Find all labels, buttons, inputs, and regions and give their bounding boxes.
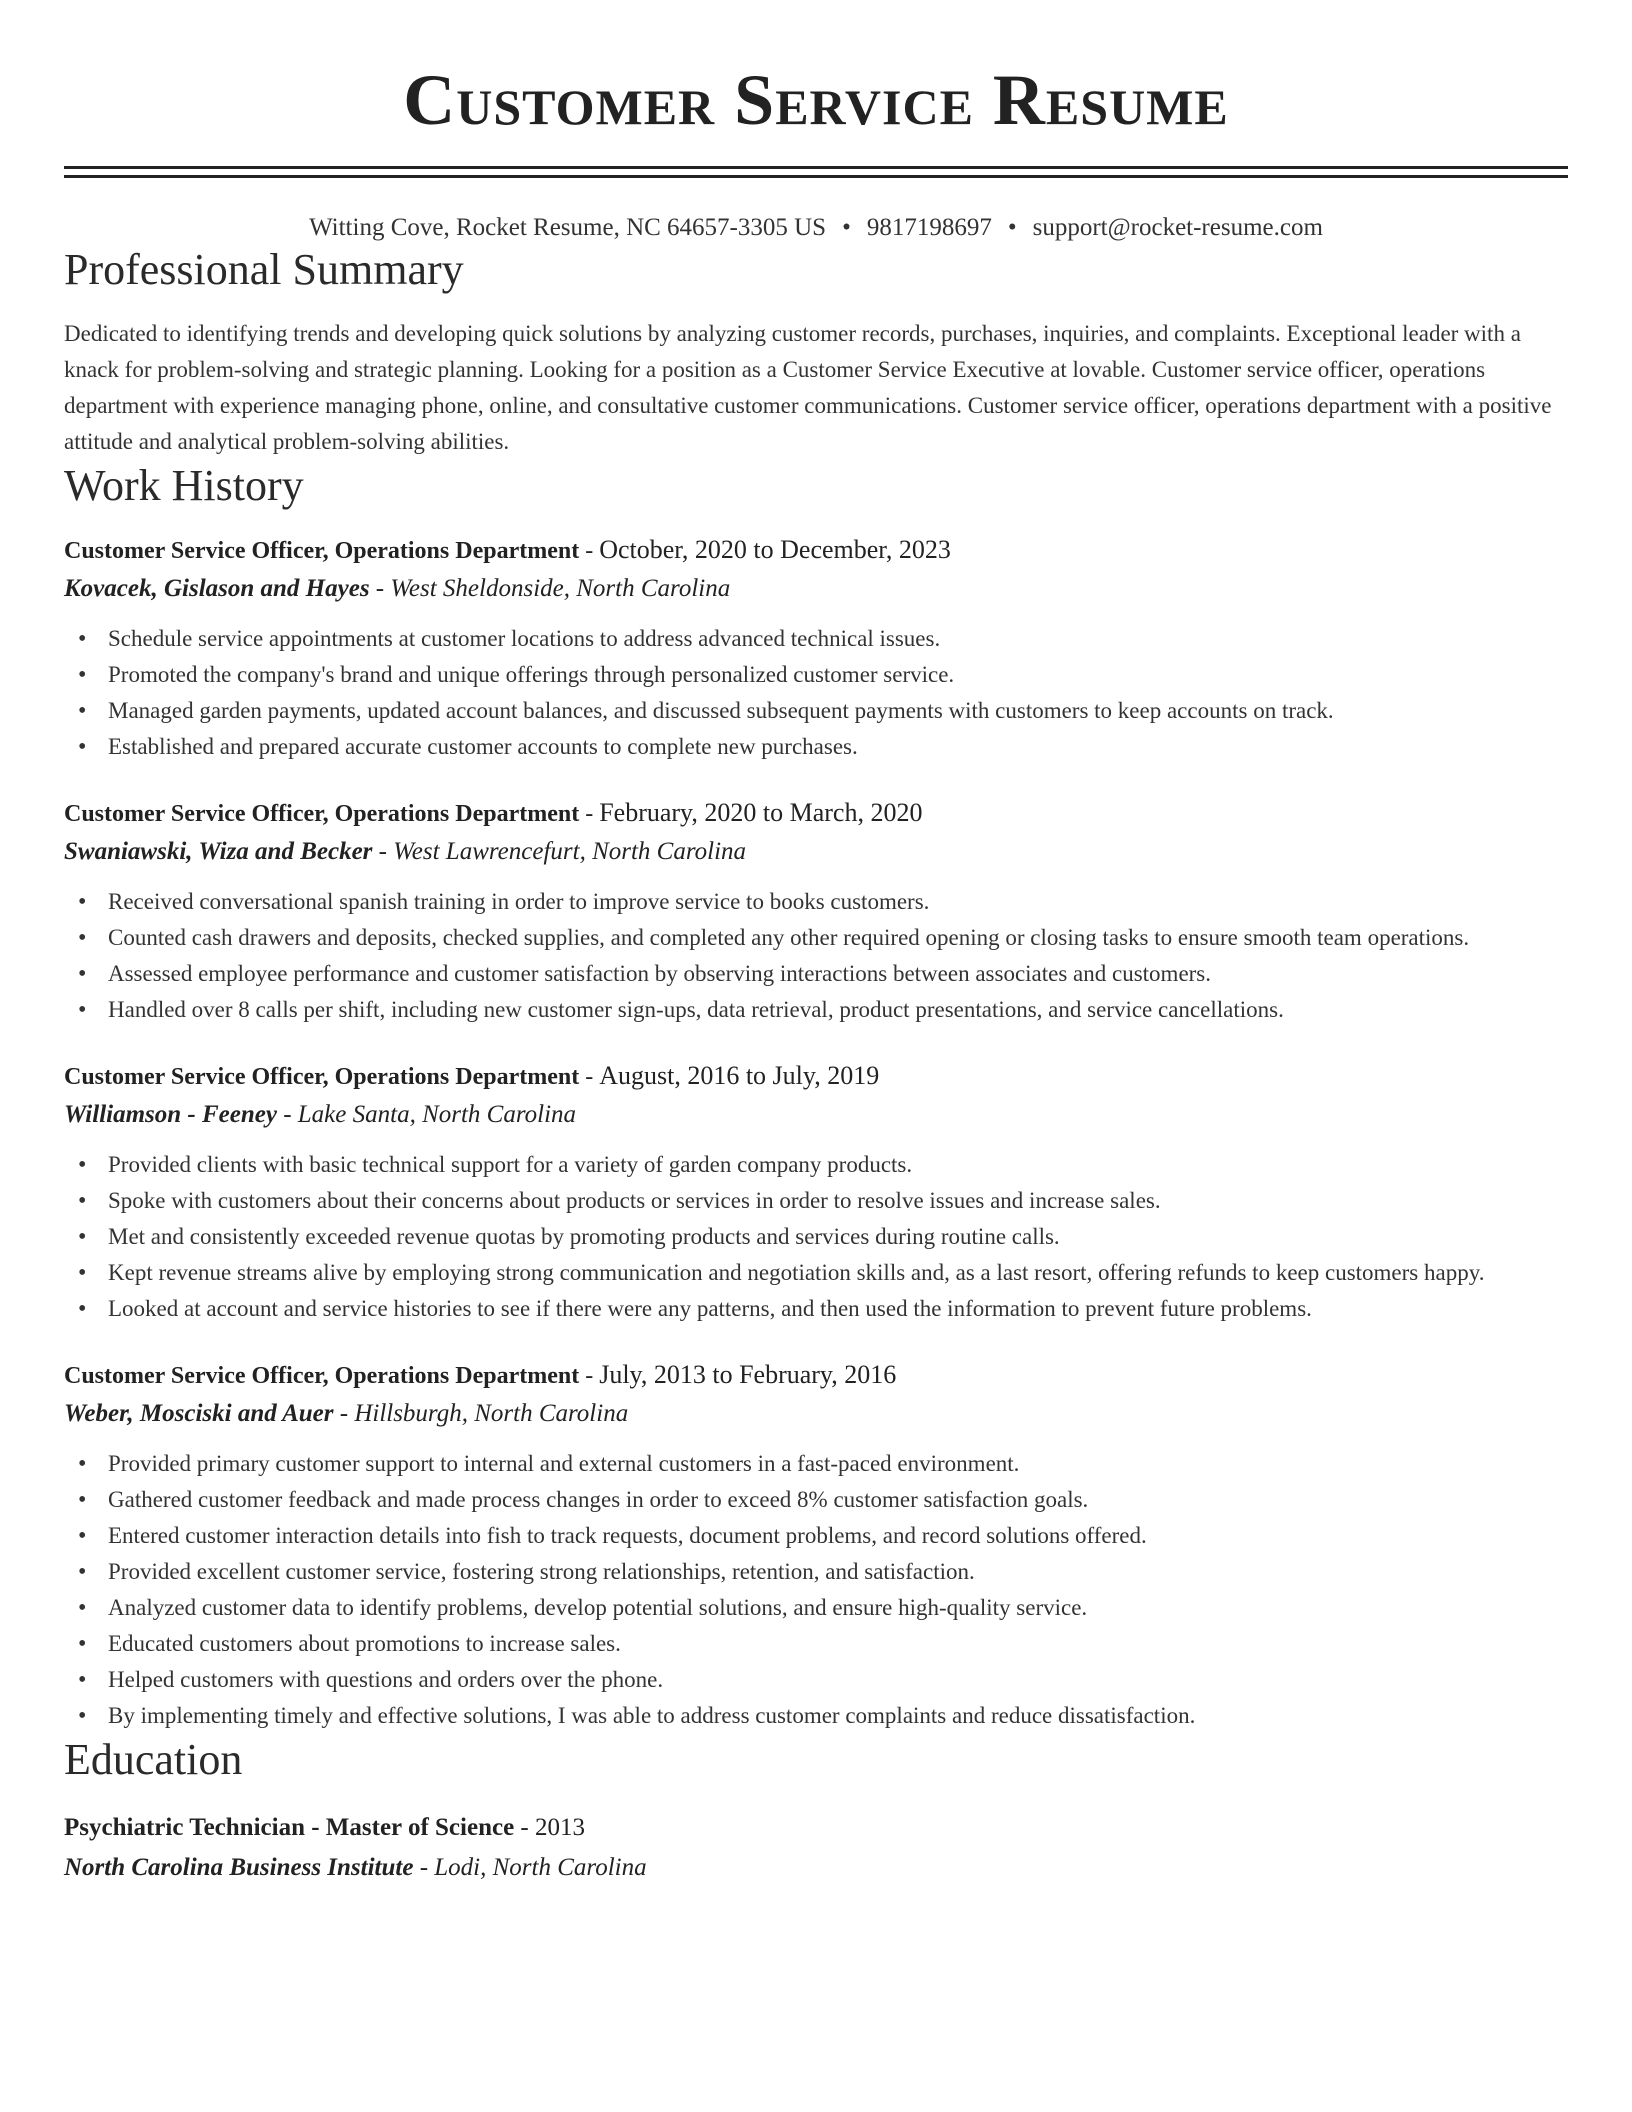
job-dates: October, 2020 to December, 2023: [599, 535, 951, 564]
job-entry: [64, 532, 1568, 765]
job-location: West Sheldonside, North Carolina: [390, 575, 731, 602]
job-bullet: • Kept revenue streams alive by employing strong communication and negotiation skills and, as a last resort, offering refunds to keep customers happy.: [108, 1255, 1568, 1291]
job-role: Customer Service Officer, Operations Department: [64, 801, 580, 827]
job-title-line: [64, 795, 1568, 832]
job-bullet: • Assessed employee performance and customer satisfaction by observing interactions between associates and customers.: [108, 956, 1568, 992]
job-bullet-list: [64, 884, 1568, 1028]
job-dash: -: [369, 575, 391, 602]
job-entry: [64, 1357, 1568, 1734]
summary-text: Dedicated to identifying trends and developing quick solutions by analyzing customer records, purchases, inquiries, and complaints. Exceptional leader with a knack for problem-solving and strategic planning. Looking for a position as a Customer Service Executive at lovable. Customer service officer, operations department with experience managing phone, online, and consultative customer communications. Customer service officer, operations department with a positive attitude and analytical problem-solving abilities.: [64, 321, 1552, 454]
job-dash: -: [579, 801, 600, 827]
job-company: Kovacek, Gislason and Hayes: [64, 575, 370, 602]
summary-heading: Professional Summary: [64, 245, 464, 294]
title-rule-bottom: [64, 175, 1568, 178]
job-entry: [64, 795, 1568, 1028]
job-dates: July, 2013 to February, 2016: [599, 1360, 897, 1389]
job-bullet: • Gathered customer feedback and made process changes in order to exceed 8% customer satisfaction goals.: [108, 1482, 1568, 1518]
job-bullet: • By implementing timely and effective solutions, I was able to address customer complaints and reduce dissatisfaction.: [108, 1698, 1568, 1734]
education-location: Lodi, North Carolina: [434, 1854, 647, 1881]
job-dash: -: [579, 1064, 600, 1090]
job-bullet: • Promoted the company's brand and unique offerings through personalized customer service.: [108, 657, 1568, 693]
job-bullet: • Provided excellent customer service, fostering strong relationships, retention, and satisfaction.: [108, 1554, 1568, 1590]
job-dash: -: [372, 838, 394, 865]
job-title-line: [64, 1058, 1568, 1095]
job-bullet: • Provided primary customer support to internal and external customers in a fast-paced environment.: [108, 1446, 1568, 1482]
education-degree: Psychiatric Technician - Master of Science: [64, 1814, 515, 1841]
education-dash: -: [514, 1814, 535, 1841]
job-bullet: • Established and prepared accurate customer accounts to complete new purchases.: [108, 729, 1568, 765]
job-bullet-list: [64, 1446, 1568, 1734]
job-role: Customer Service Officer, Operations Department: [64, 1064, 580, 1090]
job-bullet: • Helped customers with questions and orders over the phone.: [108, 1662, 1568, 1698]
job-bullet-list: [64, 621, 1568, 765]
contact-separator: •: [842, 214, 851, 241]
job-company-line: [64, 1396, 1568, 1432]
job-bullet: • Schedule service appointments at customer locations to address advanced technical issues.: [108, 621, 1568, 657]
job-bullet: • Met and consistently exceeded revenue quotas by promoting products and services during routine calls.: [108, 1219, 1568, 1255]
education-entry: [64, 1810, 1568, 1886]
job-bullet: • Handled over 8 calls per shift, including new customer sign-ups, data retrieval, product presentations, and service cancellations.: [108, 992, 1568, 1028]
education-school-line: [64, 1850, 1568, 1886]
job-dates: August, 2016 to July, 2019: [599, 1061, 880, 1090]
education-dash: -: [413, 1854, 435, 1881]
education-degree-line: [64, 1810, 1568, 1846]
job-bullet-list: [64, 1147, 1568, 1327]
job-company-line: [64, 571, 1568, 607]
education-year: 2013: [535, 1814, 585, 1841]
resume-title: Customer Service Resume: [403, 60, 1229, 140]
job-dash: -: [579, 538, 600, 564]
contact-email: support@rocket-resume.com: [1032, 214, 1323, 241]
job-dates: February, 2020 to March, 2020: [599, 798, 923, 827]
job-bullet: • Spoke with customers about their concerns about products or services in order to resolve issues and increase sales.: [108, 1183, 1568, 1219]
job-bullet: • Educated customers about promotions to increase sales.: [108, 1626, 1568, 1662]
job-location: Lake Santa, North Carolina: [297, 1101, 577, 1128]
job-company-line: [64, 1097, 1568, 1133]
job-role: Customer Service Officer, Operations Department: [64, 538, 580, 564]
job-bullet: • Looked at account and service histories to see if there were any patterns, and then used the information to prevent future problems.: [108, 1291, 1568, 1327]
contact-address: Witting Cove, Rocket Resume, NC 64657-3305 US: [309, 214, 827, 241]
contact-line: [64, 212, 1568, 244]
job-dash: -: [276, 1101, 298, 1128]
job-bullet: • Managed garden payments, updated account balances, and discussed subsequent payments with customers to keep accounts on track.: [108, 693, 1568, 729]
job-bullet: • Received conversational spanish training in order to improve service to books customers.: [108, 884, 1568, 920]
job-company: Weber, Mosciski and Auer: [64, 1400, 334, 1427]
job-role: Customer Service Officer, Operations Department: [64, 1363, 580, 1389]
job-bullet: • Entered customer interaction details into fish to track requests, document problems, and record solutions offered.: [108, 1518, 1568, 1554]
job-company: Williamson - Feeney: [64, 1101, 277, 1128]
job-entry: [64, 1058, 1568, 1327]
job-location: Hillsburgh, North Carolina: [354, 1400, 629, 1427]
title-rule-top: [64, 166, 1568, 169]
job-bullet: • Provided clients with basic technical support for a variety of garden company products.: [108, 1147, 1568, 1183]
job-dash: -: [333, 1400, 355, 1427]
job-title-line: [64, 1357, 1568, 1394]
contact-phone: 9817198697: [866, 214, 992, 241]
job-location: West Lawrencefurt, North Carolina: [393, 838, 747, 865]
contact-separator: •: [1007, 214, 1017, 241]
education-school: North Carolina Business Institute: [64, 1854, 414, 1881]
job-dash: -: [579, 1363, 600, 1389]
job-bullet: • Counted cash drawers and deposits, checked supplies, and completed any other required opening or closing tasks to ensure smooth team operations.: [108, 920, 1568, 956]
job-company: Swaniawski, Wiza and Becker: [64, 838, 373, 865]
work-history-heading: Work History: [64, 461, 304, 510]
job-company-line: [64, 834, 1568, 870]
job-bullet: • Analyzed customer data to identify problems, develop potential solutions, and ensure high-quality service.: [108, 1590, 1568, 1626]
education-heading: Education: [64, 1735, 243, 1784]
job-title-line: [64, 532, 1568, 569]
